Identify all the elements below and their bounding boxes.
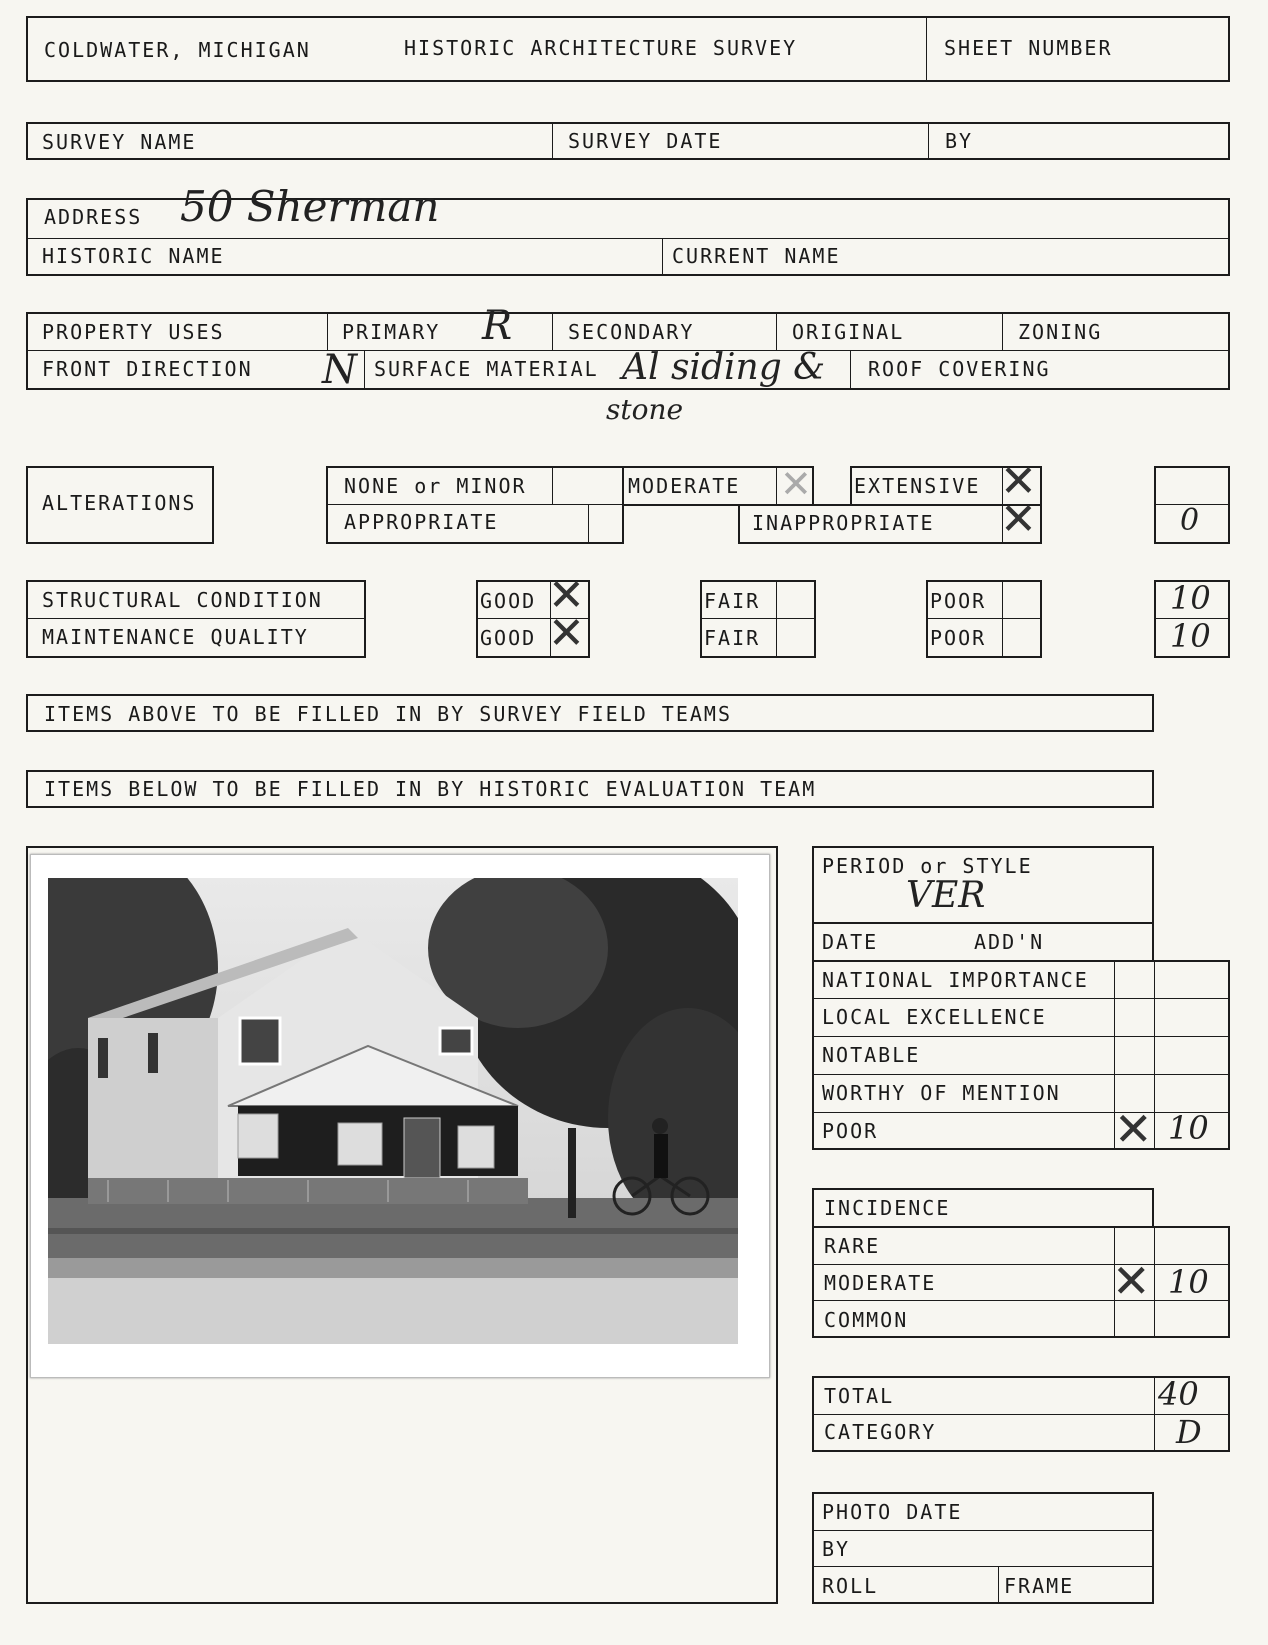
divider: [812, 1530, 1154, 1531]
rare-label: RARE: [824, 1234, 881, 1258]
below-note: ITEMS BELOW TO BE FILLED IN BY HISTORIC EVALUATION TEAM: [44, 777, 817, 801]
appropriate-label: APPROPRIATE: [344, 510, 499, 534]
poor-eval-score: 10: [1168, 1109, 1209, 1147]
addn-label: ADD'N: [974, 930, 1045, 954]
divider: [1154, 960, 1155, 1150]
primary-label: PRIMARY: [342, 320, 441, 344]
inappropriate-label: INAPPROPRIATE: [752, 511, 935, 535]
divider: [812, 1074, 1230, 1075]
national-importance-label: NATIONAL IMPORTANCE: [822, 968, 1089, 992]
city-label: COLDWATER, MICHIGAN: [44, 38, 311, 62]
moderate-label: MODERATE: [628, 474, 741, 498]
secondary-label: SECONDARY: [568, 320, 695, 344]
primary-value: R: [482, 303, 513, 349]
alterations-label: ALTERATIONS: [42, 491, 197, 515]
category-value: D: [1176, 1413, 1202, 1451]
photo-by-label: BY: [822, 1537, 851, 1561]
header-divider: [926, 16, 927, 82]
poor-label-maintenance: POOR: [930, 626, 987, 650]
date-label: DATE: [822, 930, 879, 954]
incidence-moderate-label: MODERATE: [824, 1271, 937, 1295]
worthy-label: WORTHY OF MENTION: [822, 1081, 1061, 1105]
surface-material-value: Al siding &: [622, 347, 826, 388]
photo-date-label: PHOTO DATE: [822, 1500, 963, 1524]
divider: [26, 238, 1230, 239]
good-label-maintenance: GOOD: [480, 626, 537, 650]
total-value: 40: [1158, 1375, 1199, 1413]
divider: [552, 122, 553, 160]
divider: [1002, 312, 1003, 350]
survey-date-label: SURVEY DATE: [568, 129, 723, 153]
structural-score: 10: [1170, 579, 1211, 617]
divider: [776, 466, 777, 506]
roof-covering-label: ROOF COVERING: [868, 357, 1051, 381]
divider: [1154, 1226, 1155, 1338]
divider: [776, 580, 777, 658]
good-structural-checkmark: ✕: [548, 571, 585, 620]
notable-label: NOTABLE: [822, 1043, 921, 1067]
good-label-structural: GOOD: [480, 589, 537, 613]
extensive-label: EXTENSIVE: [854, 474, 981, 498]
house-photo: [48, 878, 738, 1344]
divider: [552, 312, 553, 350]
moderate-checkmark: ✕: [780, 464, 812, 506]
address-value: 50 Sherman: [180, 182, 440, 231]
poor-eval-label: POOR: [822, 1119, 879, 1143]
incidence-label: INCIDENCE: [824, 1196, 951, 1220]
divider: [812, 998, 1230, 999]
category-label: CATEGORY: [824, 1420, 937, 1444]
divider: [812, 1036, 1230, 1037]
sheet-number-label: SHEET NUMBER: [944, 36, 1113, 60]
incidence-moderate-checkmark: ✕: [1112, 1255, 1151, 1307]
divider: [700, 618, 816, 619]
original-label: ORIGINAL: [792, 320, 905, 344]
structural-condition-label: STRUCTURAL CONDITION: [42, 588, 323, 612]
divider: [26, 618, 366, 619]
address-label: ADDRESS: [44, 205, 143, 229]
maintenance-score: 10: [1170, 617, 1211, 655]
divider: [662, 238, 663, 276]
poor-label-structural: POOR: [930, 589, 987, 613]
divider: [1002, 580, 1003, 658]
surface-material-label: SURFACE MATERIAL: [374, 357, 599, 381]
common-label: COMMON: [824, 1308, 909, 1332]
none-minor-label: NONE or MINOR: [344, 474, 527, 498]
property-uses-label: PROPERTY USES: [42, 320, 225, 344]
good-maintenance-checkmark: ✕: [548, 609, 585, 658]
divider: [326, 504, 624, 505]
divider: [926, 618, 1042, 619]
divider: [364, 350, 365, 390]
local-excellence-label: LOCAL EXCELLENCE: [822, 1005, 1047, 1029]
historic-name-label: HISTORIC NAME: [42, 244, 225, 268]
fair-label-structural: FAIR: [704, 589, 761, 613]
surface-material-value-2: stone: [606, 393, 684, 426]
divider: [588, 504, 589, 544]
front-direction-value: N: [322, 347, 357, 393]
fair-label-maintenance: FAIR: [704, 626, 761, 650]
period-label: PERIOD or STYLE: [822, 854, 1033, 878]
alterations-score: 0: [1180, 503, 1200, 538]
front-direction-label: FRONT DIRECTION: [42, 357, 253, 381]
divider: [812, 1566, 1154, 1567]
extensive-checkmark: ✕: [1000, 457, 1037, 506]
house-photo-image: [48, 878, 738, 1344]
divider: [1154, 1376, 1155, 1452]
total-label: TOTAL: [824, 1384, 895, 1408]
zoning-label: ZONING: [1018, 320, 1103, 344]
form-title: HISTORIC ARCHITECTURE SURVEY: [404, 36, 798, 60]
divider: [327, 312, 328, 350]
period-value: VER: [906, 875, 986, 916]
divider: [850, 350, 851, 390]
divider: [812, 1414, 1230, 1415]
incidence-moderate-score: 10: [1168, 1263, 1209, 1301]
maintenance-quality-label: MAINTENANCE QUALITY: [42, 625, 309, 649]
divider: [928, 122, 929, 160]
roll-label: ROLL: [822, 1574, 879, 1598]
above-note: ITEMS ABOVE TO BE FILLED IN BY SURVEY FIELD TEAMS: [44, 702, 733, 726]
survey-by-label: BY: [945, 129, 974, 153]
inappropriate-checkmark: ✕: [1000, 495, 1037, 544]
current-name-label: CURRENT NAME: [672, 244, 841, 268]
divider: [998, 1566, 999, 1604]
frame-label: FRAME: [1004, 1574, 1075, 1598]
divider: [776, 312, 777, 350]
divider: [552, 466, 553, 504]
survey-name-label: SURVEY NAME: [42, 130, 197, 154]
poor-eval-checkmark: ✕: [1114, 1103, 1153, 1155]
